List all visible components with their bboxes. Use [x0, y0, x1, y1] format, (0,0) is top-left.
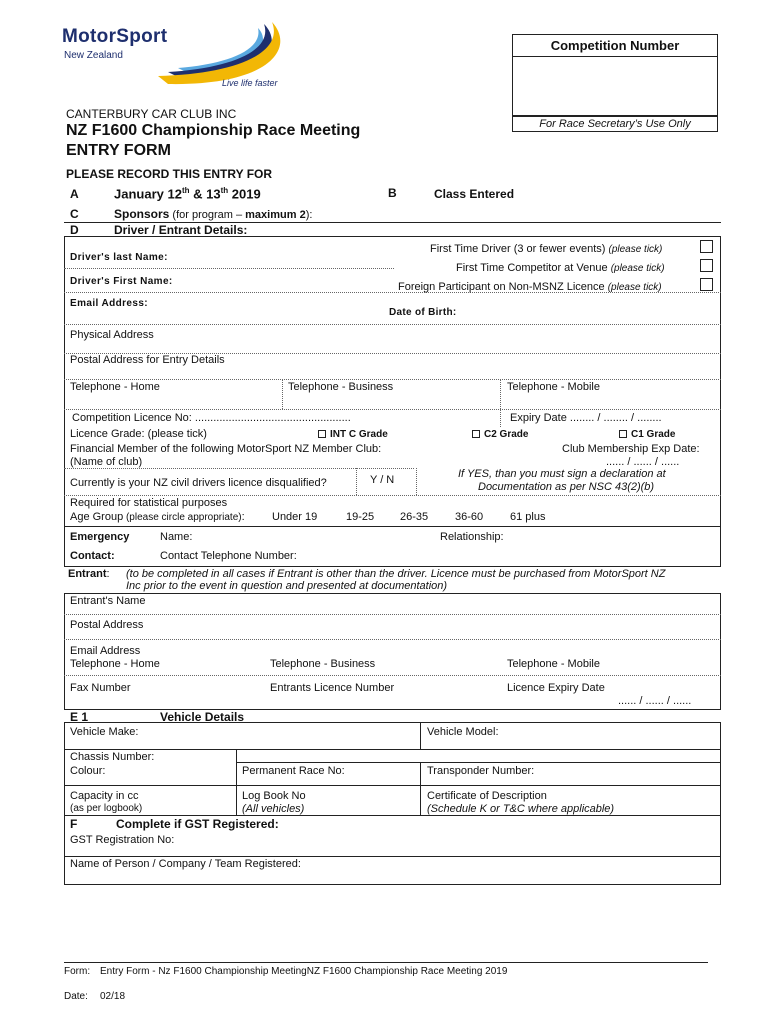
driver-last-name-field[interactable]	[190, 248, 390, 264]
licence-expiry-dots: ...... / ...... / ......	[618, 695, 692, 707]
entrant-heading	[68, 568, 110, 580]
grade-int-checkbox[interactable]	[318, 430, 326, 438]
class-entered-field[interactable]	[530, 183, 710, 201]
section-c-letter: C	[70, 207, 79, 221]
contact-phone-label: Contact Telephone Number:	[160, 550, 297, 562]
sponsors-label-text: Sponsors	[114, 207, 170, 221]
entrant-note-line1: (to be completed in all cases if Entrant is other than the driver. Licence must be purchased from MotorSport NZ	[126, 568, 666, 580]
event-date-part2: & 13	[189, 186, 221, 202]
logo-tagline: Live life faster	[222, 78, 278, 88]
grade-c1-option[interactable]	[619, 429, 675, 440]
postal-address-field[interactable]	[240, 355, 710, 377]
gst-registration-field[interactable]	[190, 832, 710, 854]
fax-number-label: Fax Number	[70, 682, 131, 694]
section-b-letter: B	[388, 186, 397, 200]
entrant-note-line2: Inc prior to the event in question and presented at documentation)	[126, 580, 448, 592]
sponsors-field[interactable]	[340, 205, 710, 221]
event-date-sup2: th	[220, 186, 229, 195]
vehicle-model-label: Vehicle Model:	[427, 726, 499, 738]
contact-phone-field[interactable]	[310, 548, 710, 563]
emergency-name-label: Name:	[160, 531, 193, 543]
telephone-business-label: Telephone - Business	[288, 381, 394, 393]
entrant-email-label: Email Address	[70, 645, 141, 657]
event-date-part3: 2019	[228, 186, 261, 202]
first-time-competitor-checkbox[interactable]	[700, 259, 713, 272]
email-label: Email Address:	[70, 298, 149, 309]
grade-c2-option[interactable]	[472, 429, 528, 440]
first-time-competitor-label	[456, 262, 665, 274]
competition-number-field[interactable]	[513, 57, 717, 113]
log-book-no-label: Log Book No	[242, 790, 306, 802]
colour-label: Colour:	[70, 765, 106, 777]
if-yes-note-line2: Documentation as per NSC 43(2)(b)	[478, 481, 655, 493]
section-a-letter: A	[70, 187, 79, 201]
club-name: CANTERBURY CAR CLUB INC	[66, 107, 237, 121]
statistical-purposes-label: Required for statistical purposes	[70, 497, 228, 509]
entrant-postal-field[interactable]	[160, 617, 710, 635]
vehicle-make-label: Vehicle Make:	[70, 726, 139, 738]
driver-first-name-field[interactable]	[190, 272, 390, 288]
capacity-cc-label: Capacity in cc	[70, 790, 139, 802]
grade-int-option[interactable]	[318, 429, 388, 440]
disqualified-yes-no[interactable]: Y / N	[370, 474, 395, 486]
disqualified-question: Currently is your NZ civil drivers licence disqualified?	[70, 477, 327, 489]
telephone-home-label: Telephone - Home	[70, 381, 160, 393]
competition-number-title: Competition Number	[513, 35, 717, 57]
gst-registration-label: GST Registration No:	[70, 834, 175, 846]
foreign-participant-checkbox[interactable]	[700, 278, 713, 291]
physical-address-label: Physical Address	[70, 329, 154, 341]
event-date-part1: January 12	[114, 186, 182, 202]
contact-label: Contact:	[70, 550, 115, 562]
age-group-text: Age Group	[70, 511, 124, 523]
entrant-telephone-business-label: Telephone - Business	[270, 658, 376, 670]
entrant-postal-label: Postal Address	[70, 619, 144, 631]
email-field[interactable]	[160, 294, 380, 310]
emergency-label: Emergency	[70, 531, 130, 543]
entrant-label: Entrant	[68, 568, 107, 580]
entrant-name-label: Entrant's Name	[70, 595, 146, 607]
age-group-note: (please circle appropriate)	[123, 512, 242, 523]
foreign-participant-label	[398, 281, 662, 293]
first-time-competitor-text: First Time Competitor at Venue	[456, 262, 608, 274]
footer-date-label: Date:	[64, 991, 88, 1002]
event-date	[114, 186, 261, 201]
telephone-home-field[interactable]	[70, 394, 275, 408]
if-yes-note-line1: If YES, than you must sign a declaration at	[458, 468, 666, 480]
vehicle-make-field[interactable]	[145, 725, 415, 747]
entrant-colon: :	[106, 568, 110, 580]
telephone-business-field[interactable]	[288, 394, 493, 408]
form-title: NZ F1600 Championship Race Meeting	[66, 122, 361, 139]
footer-form-label: Form:	[64, 966, 91, 977]
all-vehicles-note: (All vehicles)	[242, 803, 305, 815]
permanent-race-no-label: Permanent Race No:	[242, 765, 345, 777]
grade-int-label: INT C Grade	[330, 429, 388, 440]
licence-expiry-date-label: Licence Expiry Date	[507, 682, 605, 694]
chassis-number-label: Chassis Number:	[70, 751, 155, 763]
section-f-letter: F	[70, 817, 78, 831]
grade-c1-checkbox[interactable]	[619, 430, 627, 438]
record-heading: PLEASE RECORD THIS ENTRY FOR	[66, 167, 273, 181]
entrant-telephone-mobile-label: Telephone - Mobile	[507, 658, 600, 670]
please-tick-note: (please tick)	[608, 244, 663, 255]
age-61-plus[interactable]: 61 plus	[510, 511, 546, 523]
relationship-field[interactable]	[510, 529, 710, 544]
telephone-mobile-label: Telephone - Mobile	[507, 381, 600, 393]
driver-last-name-label: Driver's last Name:	[70, 252, 168, 263]
sponsors-paren-pre: (for program –	[169, 209, 246, 221]
entrant-email-field[interactable]	[160, 643, 710, 657]
vehicle-model-field[interactable]	[505, 725, 710, 747]
age-26-35[interactable]: 26-35	[400, 511, 429, 523]
footer-date-value: 02/18	[100, 991, 126, 1002]
date-of-birth-field[interactable]	[470, 303, 710, 319]
registered-name-label: Name of Person / Company / Team Registered:	[70, 858, 301, 870]
financial-member-label: Financial Member of the following MotorSport NZ Member Club:	[70, 443, 382, 455]
relationship-label: Relationship:	[440, 531, 504, 543]
age-group-label	[70, 511, 245, 523]
entrant-name-field[interactable]	[160, 594, 710, 610]
physical-address-field[interactable]	[170, 326, 710, 350]
entrant-telephone-home-label: Telephone - Home	[70, 658, 160, 670]
race-secretary-note: For Race Secretary’s Use Only	[512, 116, 718, 132]
schedule-note: (Schedule K or T&C where applicable)	[427, 803, 615, 815]
please-tick-note: (please tick)	[607, 282, 662, 293]
logo-brand: MotorSport	[62, 26, 168, 47]
sponsors-label	[114, 207, 312, 221]
licence-expiry-label: Expiry Date ........ / ........ / ........	[510, 412, 662, 424]
please-tick-note: (please tick)	[610, 263, 665, 274]
event-date-sup1: th	[181, 186, 190, 195]
first-time-driver-text: First Time Driver (3 or fewer events)	[430, 243, 606, 255]
competition-licence-label: Competition Licence No: ...................................................	[72, 412, 351, 424]
grade-c1-label: C1 Grade	[631, 429, 676, 440]
vehicle-details-heading: Vehicle Details	[160, 710, 245, 724]
motorsport-logo	[58, 20, 298, 94]
entrants-licence-number-label: Entrants Licence Number	[270, 682, 395, 694]
section-d-letter: D	[70, 223, 79, 237]
form-subtitle: ENTRY FORM	[66, 142, 171, 159]
club-name-label: (Name of club)	[70, 456, 143, 468]
age-36-60[interactable]: 36-60	[455, 511, 484, 523]
grade-c2-checkbox[interactable]	[472, 430, 480, 438]
gst-heading: Complete if GST Registered:	[116, 817, 279, 831]
age-19-25[interactable]: 19-25	[346, 511, 375, 523]
date-of-birth-label: Date of Birth:	[389, 307, 457, 318]
section-e1-letter: E 1	[70, 710, 89, 724]
grade-c2-label: C2 Grade	[484, 429, 529, 440]
sponsors-max: maximum 2	[245, 209, 306, 221]
driver-first-name-label: Driver's First Name:	[70, 276, 173, 287]
club-expiry-dots: ...... / ...... / ......	[606, 456, 680, 468]
club-expiry-label: Club Membership Exp Date:	[562, 443, 700, 455]
sponsors-paren-post: ):	[305, 209, 313, 221]
foreign-participant-text: Foreign Participant on Non-MSNZ Licence	[398, 281, 605, 293]
telephone-mobile-field[interactable]	[507, 394, 712, 408]
certificate-description-label: Certificate of Description	[427, 790, 547, 802]
competition-number-box	[512, 34, 718, 116]
footer-form-value: Entry Form - Nz F1600 Championship MeetingNZ F1600 Championship Race Meeting 2019	[100, 966, 508, 977]
logo-country: New Zealand	[64, 50, 123, 61]
age-group-colon: :	[241, 511, 245, 523]
postal-address-label: Postal Address for Entry Details	[70, 354, 225, 366]
first-time-driver-label	[430, 243, 662, 255]
emergency-name-field[interactable]	[200, 529, 430, 544]
per-logbook-note: (as per logbook)	[70, 803, 143, 814]
class-entered-label: Class Entered	[434, 187, 515, 201]
transponder-number-label: Transponder Number:	[427, 765, 535, 777]
registered-name-field[interactable]	[320, 857, 710, 881]
first-time-driver-checkbox[interactable]	[700, 240, 713, 253]
licence-grade-label: Licence Grade: (please tick)	[70, 428, 207, 440]
driver-details-heading: Driver / Entrant Details:	[114, 223, 248, 237]
age-under-19[interactable]: Under 19	[272, 511, 318, 523]
